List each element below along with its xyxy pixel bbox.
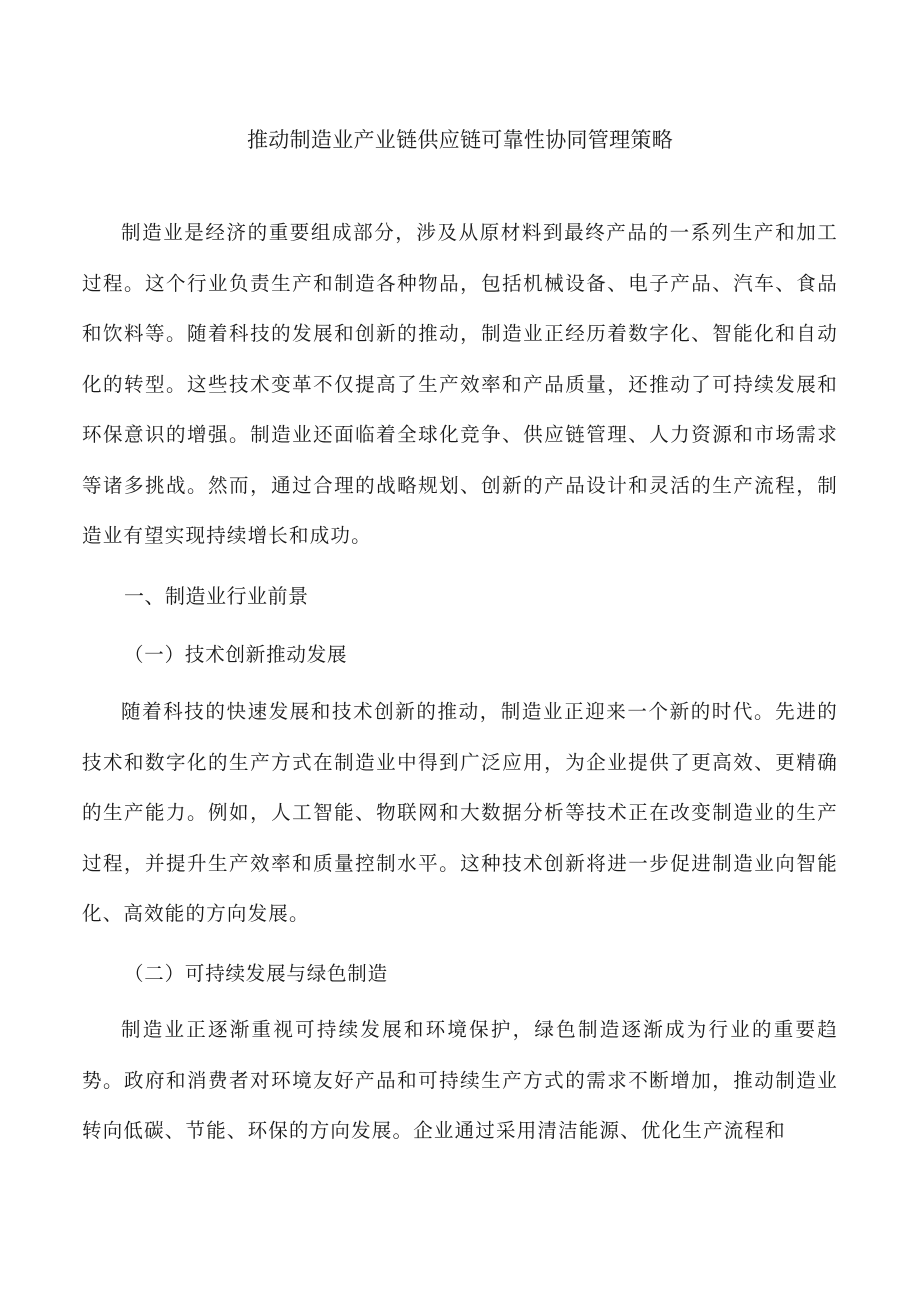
green-manufacturing-paragraph: 制造业正逐渐重视可持续发展和环境保护，绿色制造逐渐成为行业的重要趋势。政府和消费者对环境友好产品和可持续生产方式的需求不断增加，推动制造业转向低碳、节能、环保的方向发展。企业通过采用清洁能源、优化生产流程和: [82, 1018, 838, 1142]
subsection-heading-tech-innovation: （一）技术创新推动发展: [124, 643, 348, 666]
document-title: 推动制造业产业链供应链可靠性协同管理策略: [247, 128, 673, 152]
intro-paragraph: 制造业是经济的重要组成部分，涉及从原材料到最终产品的一系列生产和加工过程。这个行业负责生产和制造各种物品，包括机械设备、电子产品、汽车、食品和饮料等。随着科技的发展和创新的推动，制造业正经历着数字化、智能化和自动化的转型。这些技术变革不仅提高了生产效率和产品质量，还推动了可持续发展和环保意识的增强。制造业还面临着全球化竞争、供应链管理、人力资源和市场需求等诸多挑战。然而，通过合理的战略规划、创新的产品设计和灵活的生产流程，制造业有望实现持续增长和成功。: [82, 221, 838, 547]
section-heading: 一、制造业行业前景: [124, 584, 309, 608]
tech-innovation-paragraph: 随着科技的快速发展和技术创新的推动，制造业正迎来一个新的时代。先进的技术和数字化的生产方式在制造业中得到广泛应用，为企业提供了更高效、更精确的生产能力。例如，人工智能、物联网和大数据分析等技术正在改变制造业的生产过程，并提升生产效率和质量控制水平。这种技术创新将进一步促进制造业向智能化、高效能的方向发展。: [82, 700, 838, 925]
subsection-heading-green-manufacturing: （二）可持续发展与绿色制造: [124, 962, 388, 985]
